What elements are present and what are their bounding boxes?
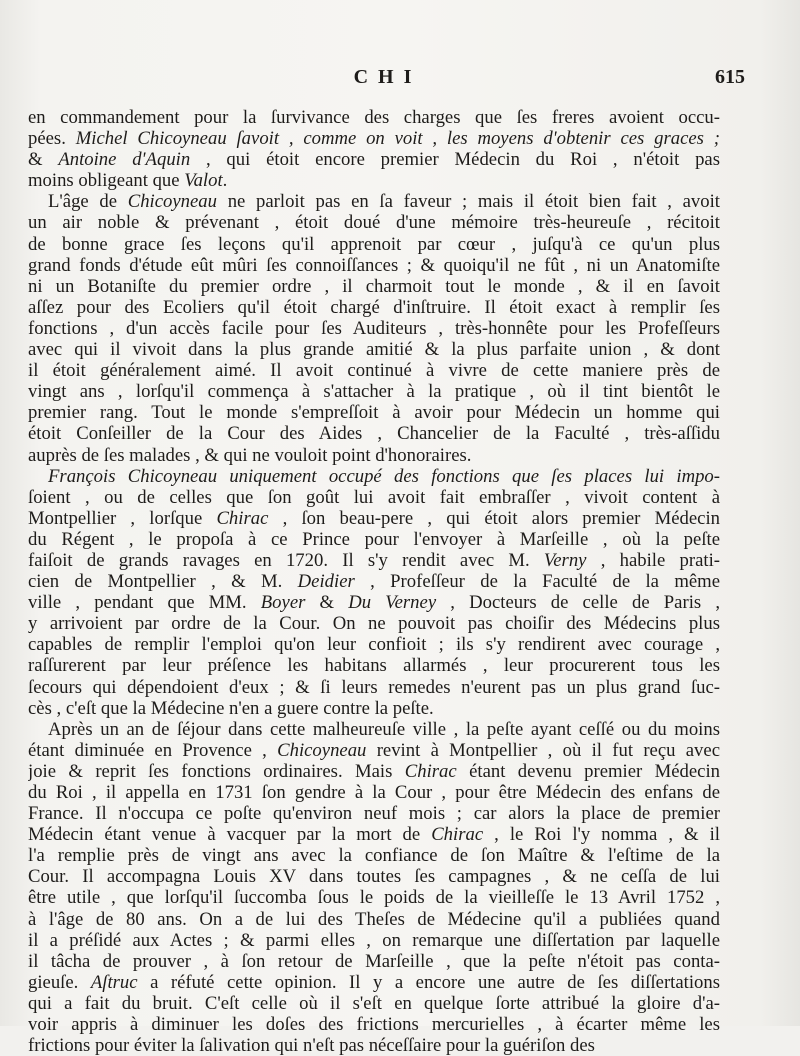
text-line: l'a remplie près de vingt ans avec la confiance de ſon Maître & l'eſtime de la <box>28 845 720 867</box>
text-line: il a préſidé aux Actes ; & parmi elles , on remarque une diſſertation par laquelle <box>28 929 720 951</box>
paragraph <box>28 719 720 1056</box>
text-line: il étoit généralement aimé. Il avoit continué à vivre de cette maniere près de <box>28 360 720 382</box>
text-line: avec qui il vivoit dans la plus grande amitié & la plus parfaite union , & dont <box>28 339 720 361</box>
text-line: Après un an de ſéjour dans cette malheureuſe ville , la peſte ayant ceſſé ou du moins <box>48 718 720 740</box>
text-line: joie & reprit ſes fonctions ordinaires. Mais Chirac étant devenu premier Médecin <box>28 760 720 782</box>
text-line: étoit Conſeiller de la Cour des Aides , Chancelier de la Faculté , très-aſſidu <box>28 423 720 445</box>
text-line: gieuſe. Aſtruc a réfuté cette opinion. Il y a encore une autre de ſes diſſertations <box>28 971 720 993</box>
text-line: de bonne grace ſes leçons qu'il apprenoit par cœur , juſqu'à ce qu'un plus <box>28 233 720 255</box>
text-line: L'âge de Chicoyneau ne parloit pas en ſa faveur ; mais il étoit bien fait , avoit <box>48 191 720 213</box>
paragraph <box>28 466 720 719</box>
text-line: pées. Michel Chicoyneau ſavoit , comme on voit , les moyens d'obtenir ces graces ; <box>28 128 720 150</box>
page-header <box>30 66 745 96</box>
text-line: France. Il n'occupa ce poſte qu'environ neuf mois ; car alors la place de premier <box>28 803 720 825</box>
text-line: être utile , que lorſqu'il ſuccomba ſous le poids de la vieilleſſe le 13 Avril 1752 , <box>28 887 720 909</box>
running-head: CHI <box>353 66 422 88</box>
text-line: capables de remplir l'emploi qu'on leur confioit ; ils s'y rendirent avec courage , <box>28 634 720 656</box>
paragraph <box>28 191 720 465</box>
text-line: premier rang. Tout le monde s'empreſſoit à avoir pour Médecin un homme qui <box>28 402 720 424</box>
text-line: qui a fait du bruit. C'eſt celle où il s'eſt en quelque ſorte attribué la gloire d'a- <box>28 992 720 1014</box>
text-line: étant diminuée en Provence , Chicoyneau revint à Montpellier , où il fut reçu avec <box>28 739 720 761</box>
text-line: du Roi , il appella en 1731 ſon gendre à la Cour , pour être Médecin des enfans de <box>28 782 720 803</box>
text-line: cès , c'eſt que la Médecine n'en a guere contre la peſte. <box>28 697 434 719</box>
body-text <box>28 107 720 1056</box>
text-line: Cour. Il accompagna Louis XV dans toutes ſes campagnes , & ne ceſſa de lui <box>28 866 720 888</box>
page-number: 615 <box>715 66 745 88</box>
text-line: voir appris à diminuer les doſes des frictions mercurielles , à écarter même les <box>28 1014 720 1036</box>
text-line: y arrivoient par ordre de la Cour. On ne pouvoit pas choiſir des Médecins plus <box>28 613 720 635</box>
text-line: grand fonds d'étude eût mûri ſes connoiſſances ; & quoiqu'il ne fût , ni un Anatomiſte <box>28 254 720 276</box>
text-line: aſſez pour des Ecoliers qu'il étoit chargé d'inſtruire. Il étoit exact à remplir ſes <box>28 296 720 318</box>
text-line: frictions pour éviter la ſalivation qui n'eſt pas néceſſaire pour la guériſon des <box>28 1035 595 1056</box>
text-line: ni un Botaniſte du premier ordre , il charmoit tout le monde , & il en ſavoit <box>28 275 720 297</box>
text-line: François Chicoyneau uniquement occupé des fonctions que ſes places lui impo- <box>48 465 720 487</box>
text-line: auprès de ſes malades , & qui ne vouloit point d'honoraires. <box>28 444 472 466</box>
paragraph <box>28 107 720 191</box>
text-line: Montpellier , lorſque Chirac , ſon beau-pere , qui étoit alors premier Médecin <box>28 507 720 529</box>
text-line: Médecin étant venue à vacquer par la mort de Chirac , le Roi l'y nomma , & il <box>28 824 720 846</box>
text-line: moins obligeant que Valot. <box>28 170 228 192</box>
text-line: il tâcha de prouver , à ſon retour de Marſeille , que la peſte n'étoit pas conta- <box>28 950 720 972</box>
text-line: ſecours qui dépendoient d'eux ; & ſi leurs remedes n'eurent pas un plus grand ſuc- <box>28 676 720 698</box>
text-line: & Antoine d'Aquin , qui étoit encore premier Médecin du Roi , n'étoit pas <box>28 149 720 171</box>
text-line: vingt ans , lorſqu'il commença à s'attacher à la pratique , où il tint bientôt le <box>28 381 720 403</box>
text-line: un air noble & prévenant , étoit doué d'une mémoire très-heureuſe , récitoit <box>28 212 720 234</box>
text-line: raſſurerent par leur préſence les habitans allarmés , leur procurerent tous les <box>28 655 720 677</box>
text-line: du Régent , le propoſa à ce Prince pour l'envoyer à Marſeille , où la peſte <box>28 528 720 550</box>
text-line: ſoient , ou de celles que ſon goût lui avoit fait embraſſer , vivoit content à <box>28 486 720 508</box>
text-line: à l'âge de 80 ans. On a de lui des Theſes de Médecine qu'il a publiées quand <box>28 908 720 930</box>
text-line: ville , pendant que MM. Boyer & Du Verney , Docteurs de celle de Paris , <box>28 592 720 614</box>
text-line: fonctions , d'un accès facile pour ſes Auditeurs , très-honnête pour les Profeſſeurs <box>28 317 720 339</box>
text-line: cien de Montpellier , & M. Deidier , Profeſſeur de la Faculté de la même <box>28 571 720 593</box>
text-line: en commandement pour la ſurvivance des charges que ſes freres avoient occu- <box>28 107 720 128</box>
text-line: faiſoit de grands ravages en 1720. Il s'y rendit avec M. Verny , habile prati- <box>28 549 720 571</box>
